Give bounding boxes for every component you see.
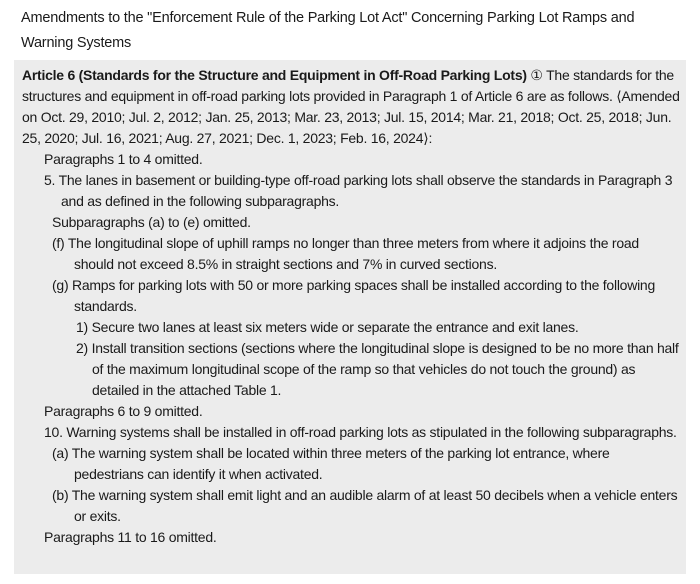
subparagraph-10b: (b) The warning system shall emit light and an audible alarm of at least 50 decibels when a vehicle enters or exits. (52, 487, 678, 524)
article-heading: Article 6 (Standards for the Structure and Equipment in Off-Road Parking Lots) (22, 67, 527, 83)
document-title: Amendments to the "Enforcement Rule of the Parking Lot Act" Concerning Parking Lot Ramps and Warning Systems (21, 10, 635, 51)
article-content (22, 65, 682, 548)
omitted-paragraphs-1-4: Paragraphs 1 to 4 omitted. (44, 151, 203, 167)
article-intro-paragraph (22, 65, 682, 149)
omitted-subparagraphs-a-e: Subparagraphs (a) to (e) omitted. (52, 214, 251, 230)
article-intro-text: ① The standards for the structures and equipment in off-road parking lots provided in Paragraph 1 of Article 6 are as follows. ⟨Amended on Oct. 29, 2010; Jul. 2, 2012; Jan. 25, 2013; Mar. 23, 2013; Jul. 15, 2014; Mar. 21, 2018; Oct. 25, 2018; Jun. 25, 2020; Jul. 16, 2021; Aug. 27, 2021; Dec. 1, 2023; Feb. 16, 2024⟩: (22, 67, 680, 146)
subparagraph-10a: (a) The warning system shall be located within three meters of the parking lot entrance, where pedestrians can identify it when activated. (52, 445, 610, 482)
subparagraph-f: (f) The longitudinal slope of uphill ramps no longer than three meters from where it adjoins the road should not exceed 8.5% in straight sections and 7% in curved sections. (52, 235, 639, 272)
omitted-paragraphs-11-16: Paragraphs 11 to 16 omitted. (44, 529, 217, 545)
omitted-paragraphs-6-9: Paragraphs 6 to 9 omitted. (44, 403, 203, 419)
article-box (14, 60, 686, 574)
paragraph-10: 10. Warning systems shall be installed in off-road parking lots as stipulated in the following subparagraphs. (44, 424, 677, 440)
paragraph-5: 5. The lanes in basement or building-type off-road parking lots shall observe the standards in Paragraph 3 and as defined in the following subparagraphs. (44, 172, 673, 209)
item-g-2: 2) Install transition sections (sections where the longitudinal slope is designed to be no more than half of the maximum longitudinal scope of the ramp so that vehicles do not touch the ground) as detailed in the attached Table 1. (76, 340, 679, 398)
item-g-1: 1) Secure two lanes at least six meters wide or separate the entrance and exit lanes. (76, 319, 579, 335)
subparagraph-g: (g) Ramps for parking lots with 50 or more parking spaces shall be installed according to the following standards. (52, 277, 656, 314)
